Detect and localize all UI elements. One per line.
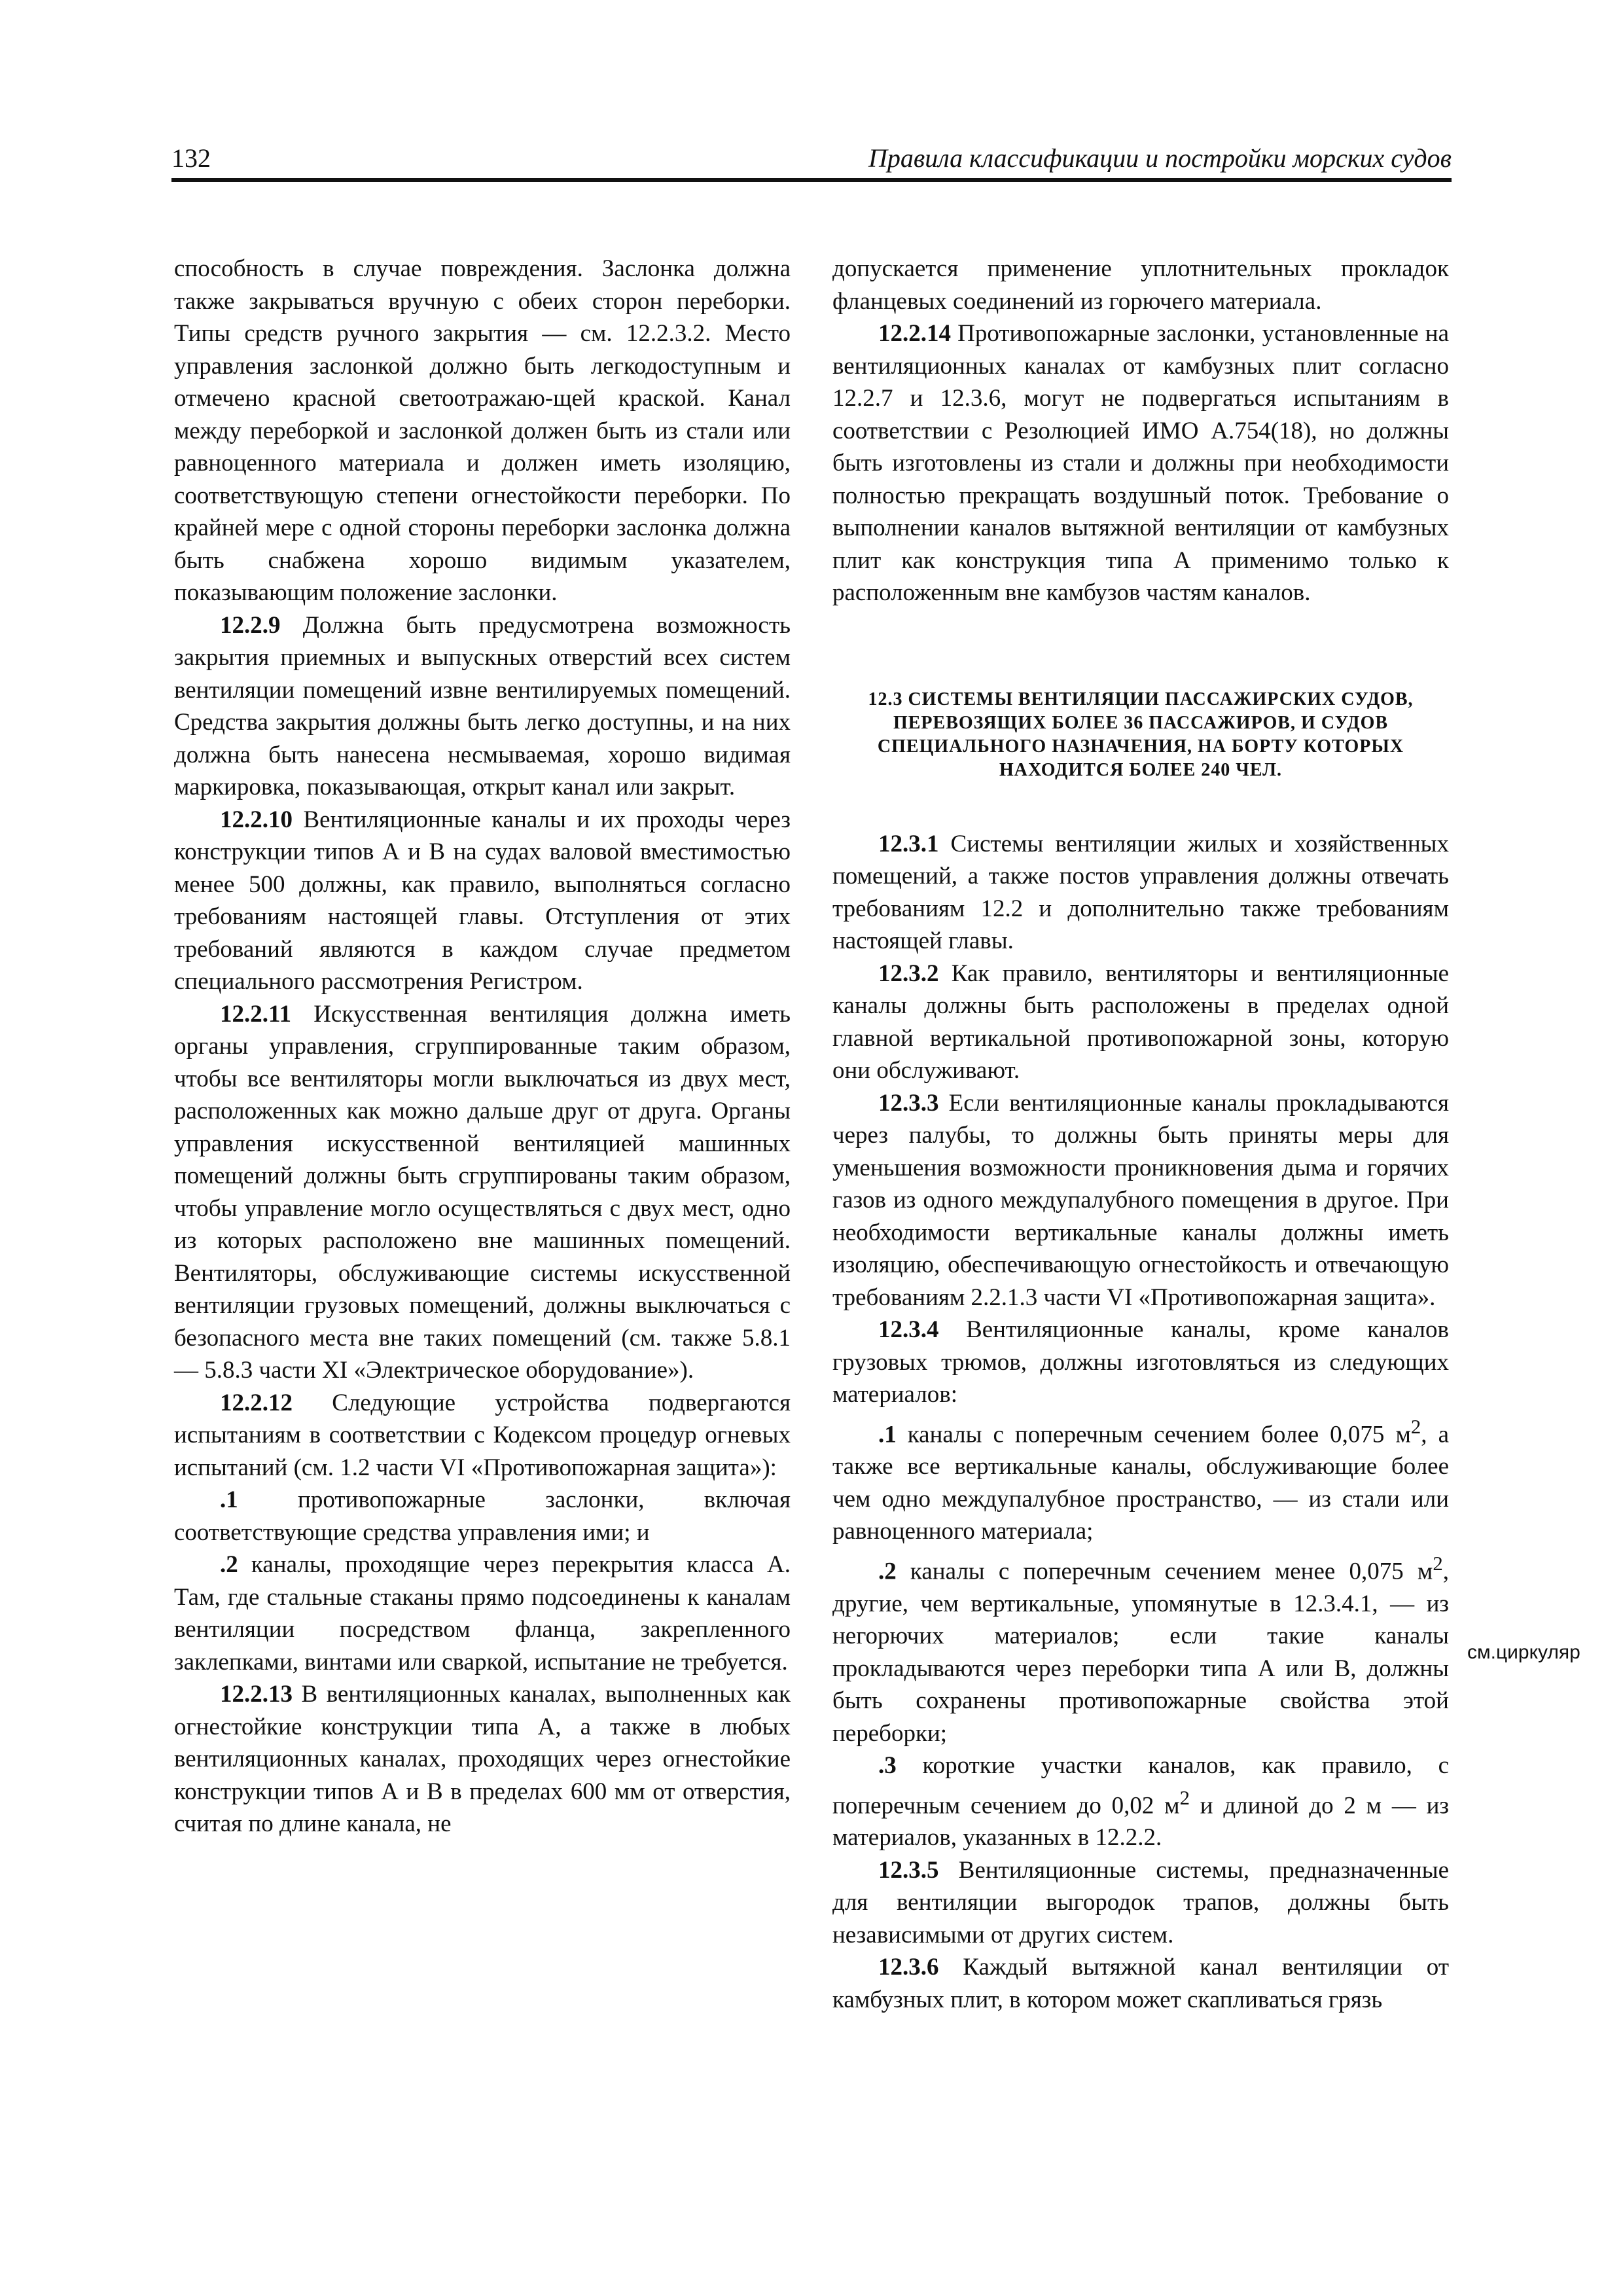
header-rule: [171, 178, 1452, 182]
list-item: [832, 1749, 1449, 1854]
clause-number: 12.3.1: [878, 830, 939, 857]
list-text: каналы с поперечным сечением более 0,075 м: [896, 1420, 1411, 1448]
running-title: Правила классификации и постройки морских судов: [868, 143, 1452, 173]
paragraph-12-3-4: [832, 1314, 1449, 1411]
list-number: .2: [220, 1551, 238, 1578]
clause-number: 12.2.13: [220, 1681, 293, 1708]
superscript: 2: [1410, 1415, 1421, 1438]
list-number: .2: [878, 1558, 897, 1585]
list-item: [832, 1548, 1449, 1749]
paragraph-text: Противопожарные заслонки, установленные на вентиляционных каналах от камбузных плит согласно 12.2.7 и 12.3.6, могут не подвергаться испытаниям в соответствии с Резолюцией ИМО А.754(18), но должны быть изготовлены из стали и должны при необходимости полностью прекращать воздушный поток. Требование о выполнении каналов вытяжной вентиляции от камбузных плит как конструкция типа А применимо только к расположенным вне камбузов частям каналов.: [832, 320, 1449, 606]
paragraph-12-3-1: [832, 828, 1449, 958]
superscript: 2: [1433, 1552, 1443, 1575]
clause-number: 12.3.5: [878, 1856, 939, 1884]
paragraph: допускается применение уплотнительных прокладок фланцевых соединений из горючего материала.: [832, 255, 1449, 315]
paragraph-text: В вентиляционных каналах, выполненных как огнестойкие конструкции типа А, а также в любых вентиляционных каналах, проходящих через огнестойкие конструкции типов А и В в пределах 600 мм от отверстия, считая по длине канала, не: [174, 1681, 791, 1837]
list-number: .1: [878, 1420, 897, 1448]
paragraph-text: Должна быть предусмотрена возможность закрытия приемных и выпускных отверстий всех систем вентиляции помещений извне вентилируемых помещений. Средства закрытия должны быть легко доступны, и на них должна быть нанесена несмываемая, хорошо видимая маркировка, показывающая, открыт канал или закрыт.: [174, 611, 791, 800]
list-text: каналы с поперечным сечением менее 0,075 м: [896, 1558, 1433, 1585]
list-text: , а также все вертикальные каналы, обслуживающие более чем одно междупалубное пространство, — из стали или равноценного материала;: [832, 1420, 1449, 1545]
paragraph-text: Следующие устройства подвергаются испытаниям в соответствии с Кодексом процедур огневых испытаний (см. 1.2 части VI «Противопожарная защита»):: [174, 1389, 791, 1481]
paragraph-text: Каждый вытяжной канал вентиляции от камбузных плит, в котором может скапливаться грязь: [832, 1954, 1449, 2013]
list-number: .1: [220, 1486, 238, 1513]
clause-number: 12.3.4: [878, 1316, 939, 1343]
paragraph-12-2-12: [174, 1387, 791, 1484]
list-text: , другие, чем вертикальные, упомянутые в 12.3.4.1, — из негорючих материалов; если такие каналы прокладываются через переборки типа А или В, должны быть сохранены противопожарные свойства этой переборки;: [832, 1558, 1449, 1747]
list-text: и длиной до 2 м — из материалов, указанных в 12.2.2.: [832, 1791, 1449, 1852]
left-column: [174, 253, 791, 1840]
paragraph-12-2-9: [174, 609, 791, 804]
margin-note: см.циркуляр: [1467, 1641, 1580, 1663]
paragraph-text: Системы вентиляции жилых и хозяйственных помещений, а также постов управления должны отвечать требованиям 12.2 и дополнительно также требованиям настоящей главы.: [832, 830, 1449, 954]
clause-number: 12.2.12: [220, 1389, 293, 1416]
paragraph-text: Если вентиляционные каналы прокладываются через палубы, то должны быть приняты меры для уменьшения возможности проникновения дыма и горячих газов из одного междупалубного помещения в другое. При необходимости вертикальные каналы должны иметь изоляцию, обеспечивающую огнестойкость и отвечающую требованиям 2.2.1.3 части VI «Противопожарная защита».: [832, 1089, 1449, 1311]
paragraph-text: Как правило, вентиляторы и вентиляционные каналы должны быть расположены в пределах одной главной вертикальной противопожарной зоны, которую они обслуживают.: [832, 960, 1449, 1084]
page-number: 132: [171, 143, 211, 173]
paragraph-12-2-10: [174, 804, 791, 998]
section-heading: 12.3 СИСТЕМЫ ВЕНТИЛЯЦИИ ПАССАЖИРСКИХ СУДОВ, ПЕРЕВОЗЯЩИХ БОЛЕЕ 36 ПАССАЖИРОВ, И СУДОВ СПЕЦИАЛЬНОГО НАЗНАЧЕНИЯ, НА БОРТУ КОТОРЫХ НАХОДИТСЯ БОЛЕЕ 240 ЧЕЛ.: [868, 689, 1414, 780]
list-item: [174, 1484, 791, 1549]
clause-number: 12.2.14: [878, 320, 951, 347]
paragraph: способность в случае повреждения. Заслонка должна также закрываться вручную с обеих сторон переборки. Типы средств ручного закрытия — см. 12.2.3.2. Место управления заслонкой должно быть легкодоступным и отмечено красной светоотражаю-щей краской. Канал между переборкой и заслонкой должен быть из стали или равноценного материала и должен иметь изоляцию, соответствующую степени огнестойкости переборки. По крайней мере с одной стороны переборки заслонка должна быть снабжена хорошо видимым указателем, показывающим положение заслонки.: [174, 255, 791, 606]
paragraph-12-3-6: [832, 1951, 1449, 2016]
list-text: короткие участки каналов, как правило, с поперечным сечением до 0,02 м: [832, 1752, 1449, 1819]
clause-number: 12.3.3: [878, 1089, 939, 1117]
paragraph-12-3-2: [832, 958, 1449, 1087]
list-item: [832, 1411, 1449, 1548]
clause-number: 12.2.9: [220, 611, 281, 639]
list-text: противопожарные заслонки, включая соответствующие средства управления ими; и: [174, 1486, 791, 1546]
paragraph-text: Вентиляционные системы, предназначенные для вентиляции выгородок трапов, должны быть независимыми от других систем.: [832, 1856, 1449, 1948]
clause-number: 12.2.10: [220, 806, 293, 833]
paragraph-12-2-14: [832, 317, 1449, 609]
paragraph-12-3-3: [832, 1087, 1449, 1314]
clause-number: 12.3.2: [878, 960, 939, 987]
paragraph-12-2-11: [174, 998, 791, 1387]
clause-number: 12.3.6: [878, 1954, 939, 1981]
list-number: .3: [878, 1752, 897, 1780]
right-column: [832, 253, 1449, 2016]
superscript: 2: [1179, 1786, 1190, 1809]
list-item: [174, 1549, 791, 1678]
clause-number: 12.2.11: [220, 1000, 291, 1028]
paragraph-text: Вентиляционные каналы и их проходы через конструкции типов А и В на судах валовой вместимостью менее 500 должны, как правило, выполняться согласно требованиям настоящей главы. Отступления от этих требований являются в каждом случае предметом специального рассмотрения Регистром.: [174, 806, 791, 995]
paragraph-text: Искусственная вентиляция должна иметь органы управления, сгруппированные таким образом, чтобы все вентиляторы могли выключаться из двух мест, расположенных как можно дальше друг от друга. Органы управления искусственной вентиляцией машинных помещений должны быть сгруппированы таким образом, чтобы управление могло осуществляться с двух мест, одно из которых расположено вне машинных помещений. Вентиляторы, обслуживающие системы искусственной вентиляции грузовых помещений, должны выключаться с безопасного места вне таких помещений (см. также 5.8.1 — 5.8.3 части XI «Электрическое оборудование»).: [174, 1000, 791, 1384]
paragraph-text: Вентиляционные каналы, кроме каналов грузовых трюмов, должны изготовляться из следующих материалов:: [832, 1316, 1449, 1408]
paragraph-12-2-13: [174, 1678, 791, 1840]
list-text: каналы, проходящие через перекрытия класса А. Там, где стальные стаканы прямо подсоединены к каналам вентиляции посредством фланца, закрепленного заклепками, винтами или сваркой, испытание не требуется.: [174, 1551, 791, 1676]
paragraph-12-3-5: [832, 1854, 1449, 1952]
